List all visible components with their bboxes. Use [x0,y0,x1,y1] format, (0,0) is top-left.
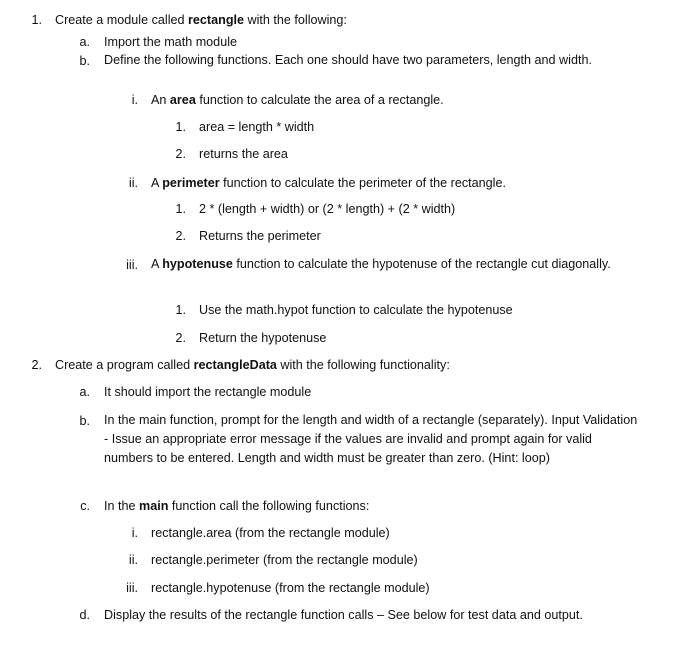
list-item-text: rectangle.hypotenuse (from the rectangle module) [151,581,430,595]
list-item-text: Define the following functions. Each one should have two parameters, length and width. [104,53,592,67]
list-item-text: Create a module called rectangle with the following: [55,13,347,27]
list-marker: 2. [175,147,186,161]
list-item-text: In the main function call the following functions: [104,499,370,513]
list-item-text: In the main function, prompt for the length and width of a rectangle (separately). Input Validation - Issue an appropriate error message if the values are invalid and prompt again for valid numbers to be entered. Length and width must be greater than zero. (Hint: loop) [104,413,638,465]
list-item-text: Import the math module [104,35,237,49]
list-marker: 2. [31,358,42,372]
list-marker: 2. [175,331,186,345]
list-item-text: Display the results of the rectangle function calls – See below for test data and output. [104,608,583,622]
list-marker: 1. [175,120,186,134]
list-item-text: Returns the perimeter [199,229,321,243]
list-item-text: rectangle.area (from the rectangle module) [151,526,390,540]
list-marker: ii. [128,553,138,567]
list-marker: 1. [175,303,186,317]
list-marker: a. [79,385,90,399]
list-item-text: rectangle.perimeter (from the rectangle module) [151,553,418,567]
list-item-text: Create a program called rectangleData with the following functionality: [55,358,450,372]
list-marker: 1. [31,13,42,27]
list-item-text: Return the hypotenuse [199,331,327,345]
function-name: main [139,499,169,513]
list-marker: b. [79,414,90,428]
list-marker: 1. [175,202,186,216]
list-marker: i. [131,93,138,107]
list-marker: i. [131,526,138,540]
list-marker: b. [79,54,90,68]
list-marker: a. [79,35,90,49]
list-marker: c. [80,499,90,513]
list-item-text: A hypotenuse function to calculate the hypotenuse of the rectangle cut diagonally. [151,257,611,271]
list-item-text: returns the area [199,147,288,161]
function-name: perimeter [162,176,220,190]
list-item-text: 2 * (length + width) or (2 * length) + (2 * width) [199,202,456,216]
module-name: rectangle [188,13,245,27]
function-name: hypotenuse [162,257,233,271]
function-name: area [169,93,196,107]
list-item-text: An area function to calculate the area of a rectangle. [151,93,444,107]
list-item-text: Use the math.hypot function to calculate the hypotenuse [199,303,513,317]
list-item-text: A perimeter function to calculate the perimeter of the rectangle. [151,176,506,190]
program-name: rectangleData [193,358,277,372]
list-marker: ii. [128,176,138,190]
list-item-text: area = length * width [199,120,315,134]
list-marker: 2. [175,229,186,243]
list-item-text: It should import the rectangle module [104,385,312,399]
list-marker: iii. [126,258,138,272]
list-marker: d. [79,608,90,622]
list-marker: iii. [126,581,138,595]
